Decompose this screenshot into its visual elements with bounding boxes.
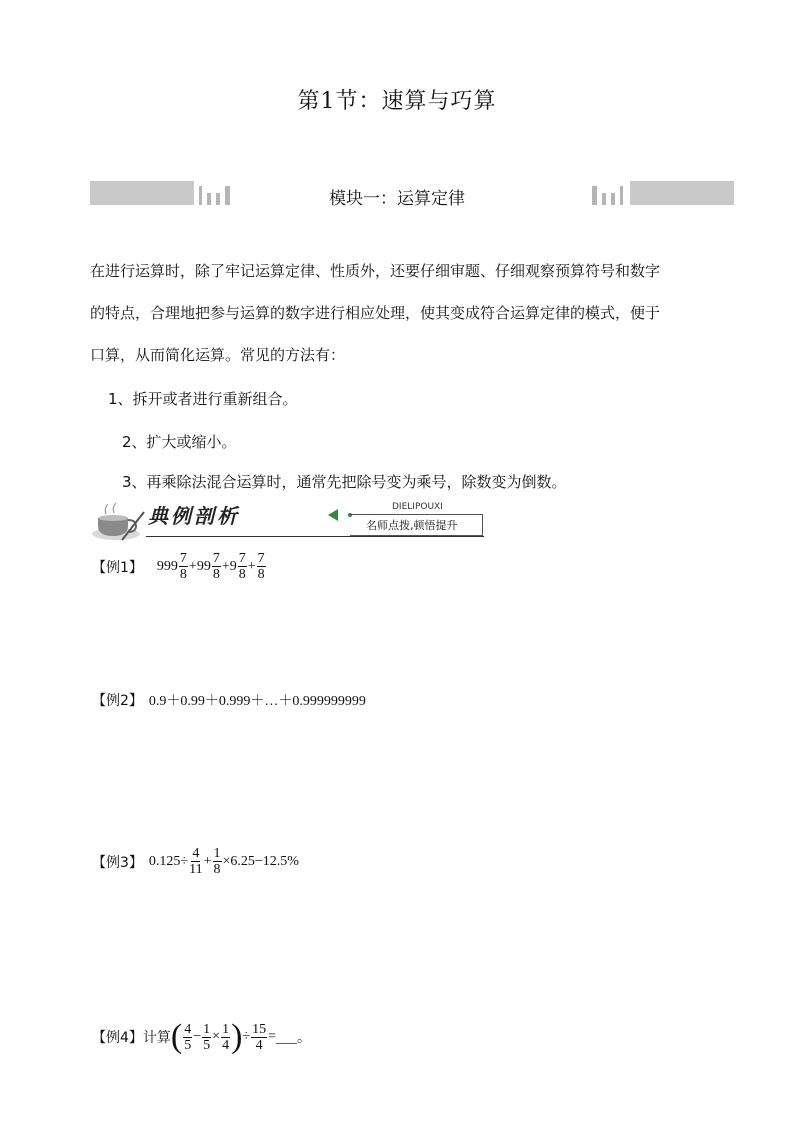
banner-tag: 名师点拨,顿悟提升 — [366, 519, 458, 532]
operator: ÷ — [242, 1029, 251, 1044]
operator: + — [221, 558, 230, 574]
page-title: 第1节：速算与巧算 — [297, 89, 497, 114]
banner-underline — [146, 536, 484, 537]
example-2-expression: 0.9＋0.99＋0.999＋…＋0.999999999 — [148, 694, 366, 709]
intro-line-1: 在进行运算时，除了牢记运算定律、性质外，还要仔细审题、仔细观察预算符号和数字 — [90, 262, 661, 280]
example-1-label: 【例1】 — [92, 559, 143, 576]
example-banner-title: 典例剖析 — [148, 504, 240, 528]
example-4-calc: 计算 — [142, 1030, 171, 1046]
answer-blank: ___。 — [275, 1031, 311, 1046]
expr-part: ×6.25−12.5% — [222, 853, 299, 869]
fraction-2: $\frac{1}{8}$ — [213, 846, 221, 877]
whole-3: 9 — [229, 558, 237, 574]
module-title: 模块一：运算定律 — [329, 189, 465, 209]
intro-line-3: 口算，从而简化运算。常见的方法有： — [90, 346, 346, 364]
method-item-1: 1、拆开或者进行重新组合。 — [108, 390, 298, 408]
example-1 — [92, 551, 267, 582]
operator: = — [268, 1029, 276, 1044]
whole-2: 99 — [196, 558, 211, 574]
fraction-1: $\frac{4}{11}$ — [189, 846, 203, 877]
method-item-2: 2、扩大或缩小。 — [122, 433, 237, 451]
fraction-3: $\frac{1}{4}$ — [222, 1021, 230, 1053]
module-ticks-right — [592, 186, 623, 205]
method-item-3: 3、再乘除法混合运算时，通常先把除号变为乘号，除数变为倒数。 — [122, 473, 567, 491]
fraction-2: $\frac{1}{5}$ — [203, 1021, 211, 1053]
fraction-1: $\frac{4}{5}$ — [184, 1021, 192, 1053]
module-bar-right — [630, 181, 734, 205]
left-paren: ( — [170, 1018, 183, 1055]
right-paren: ) — [231, 1018, 243, 1055]
expr-part: 0.125÷ — [148, 853, 189, 869]
intro-line-2: 的特点，合理地把参与运算的数字进行相应处理，使其变成符合运算定律的模式，便于 — [90, 304, 661, 322]
banner-pinyin: DIELIPOUXI — [392, 502, 443, 512]
example-1-expression — [157, 551, 267, 582]
teacup-icon — [88, 500, 148, 542]
example-3-expression — [149, 846, 299, 877]
fraction-4: $\frac{7}{8}$ — [257, 551, 265, 582]
fraction-4: $\frac{15}{4}$ — [252, 1021, 267, 1053]
fraction-1: $\frac{7}{8}$ — [179, 551, 187, 582]
example-2-label: 【例2】 — [92, 693, 143, 709]
fraction-2: $\frac{7}{8}$ — [212, 551, 220, 582]
example-2 — [92, 690, 366, 710]
example-3 — [92, 846, 299, 877]
whole-1: 999 — [156, 558, 178, 574]
operator: + — [188, 558, 197, 574]
fraction-3: $\frac{7}{8}$ — [238, 551, 246, 582]
example-4-label: 【例4】 — [92, 1030, 143, 1046]
operator: + — [247, 558, 256, 574]
operator: − — [193, 1029, 202, 1044]
intro-paragraph — [90, 250, 710, 376]
operator: × — [212, 1029, 221, 1044]
example-4 — [92, 1018, 311, 1056]
example-3-label: 【例3】 — [92, 854, 143, 871]
operator: + — [203, 853, 212, 869]
example-4-expression — [171, 1018, 311, 1056]
